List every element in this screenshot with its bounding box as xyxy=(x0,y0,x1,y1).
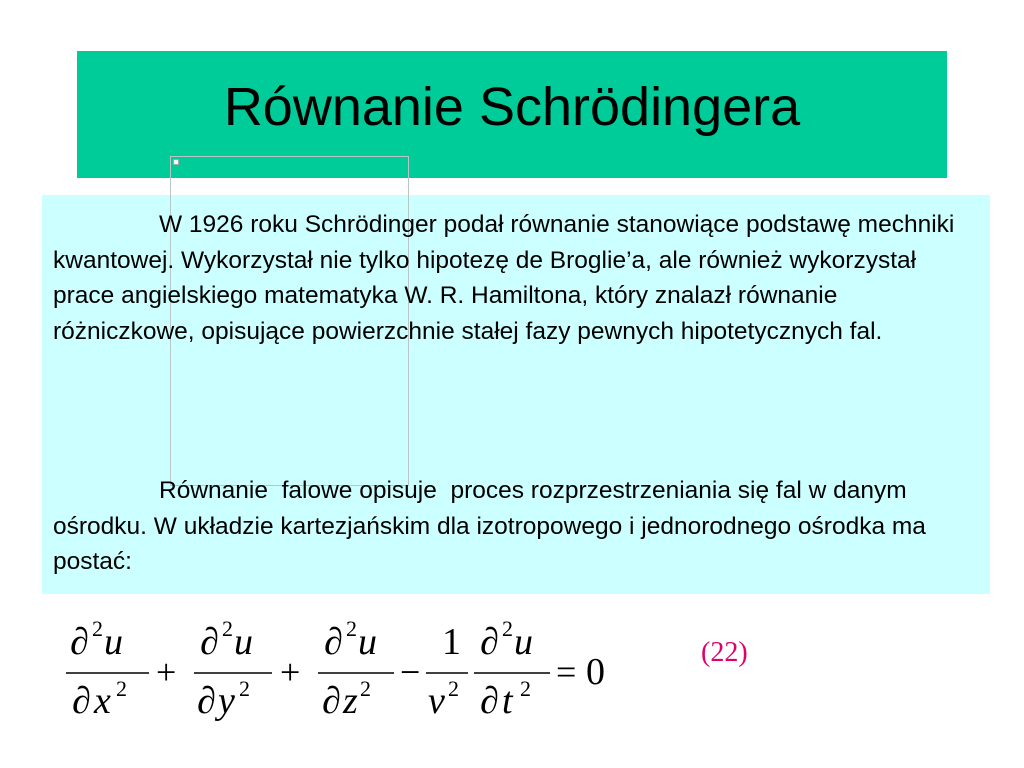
svg-text:v: v xyxy=(428,680,445,722)
eq-term-5 xyxy=(474,616,550,722)
svg-text:2: 2 xyxy=(222,616,233,641)
eq-term-1 xyxy=(66,616,149,722)
svg-text:2: 2 xyxy=(92,616,103,641)
svg-text:2: 2 xyxy=(346,616,357,641)
wave-equation xyxy=(60,612,630,730)
svg-text:∂: ∂ xyxy=(72,680,91,722)
svg-text:u: u xyxy=(104,621,123,663)
svg-text:u: u xyxy=(358,621,377,663)
svg-text:∂: ∂ xyxy=(480,621,499,663)
eq-equals: = xyxy=(556,652,577,692)
svg-text:u: u xyxy=(514,621,533,663)
eq-term-3 xyxy=(318,616,394,722)
equation-number: (22) xyxy=(701,637,748,668)
eq-term-4 xyxy=(426,621,468,722)
broken-image-icon xyxy=(173,159,179,165)
eq-term-2 xyxy=(194,616,272,722)
svg-text:∂: ∂ xyxy=(480,680,499,722)
svg-text:t: t xyxy=(502,680,513,722)
svg-text:2: 2 xyxy=(360,676,371,701)
svg-text:∂: ∂ xyxy=(200,621,219,663)
eq-operator-3: − xyxy=(400,652,421,692)
eq-rhs: 0 xyxy=(586,651,605,693)
svg-text:z: z xyxy=(343,680,358,722)
svg-text:y: y xyxy=(218,680,235,722)
paragraph-2: Równanie falowe opisuje proces rozprzestrzeniania się fal w danym ośrodku. W układzie kartezjańskim dla izotropowego i jednorodnego ośrodka ma postać: xyxy=(53,477,933,575)
paragraph-1: W 1926 roku Schrödinger podał równanie stanowiące podstawę mechniki kwantowej. Wykorzystał nie tylko hipotezę de Broglie’a, ale również wykorzystał prace angielskiego matematyka W. R. Hamiltona, który znalazł równanie różniczkowe, opisujące powierzchnie stałej fazy pewnych hipotetycznych fal. xyxy=(53,211,962,345)
eq-operator-1: + xyxy=(156,652,177,692)
svg-text:1: 1 xyxy=(442,621,461,663)
svg-text:∂: ∂ xyxy=(322,680,341,722)
svg-text:2: 2 xyxy=(502,616,513,641)
slide-title: Równanie Schrödingera xyxy=(223,77,801,137)
svg-text:∂: ∂ xyxy=(324,621,343,663)
svg-text:2: 2 xyxy=(239,676,250,701)
svg-text:x: x xyxy=(94,680,111,722)
svg-text:2: 2 xyxy=(448,676,459,701)
eq-operator-2: + xyxy=(280,652,301,692)
svg-text:∂: ∂ xyxy=(70,621,89,663)
svg-text:2: 2 xyxy=(116,676,127,701)
svg-text:u: u xyxy=(234,621,253,663)
svg-text:2: 2 xyxy=(520,676,531,701)
svg-text:∂: ∂ xyxy=(197,680,216,722)
